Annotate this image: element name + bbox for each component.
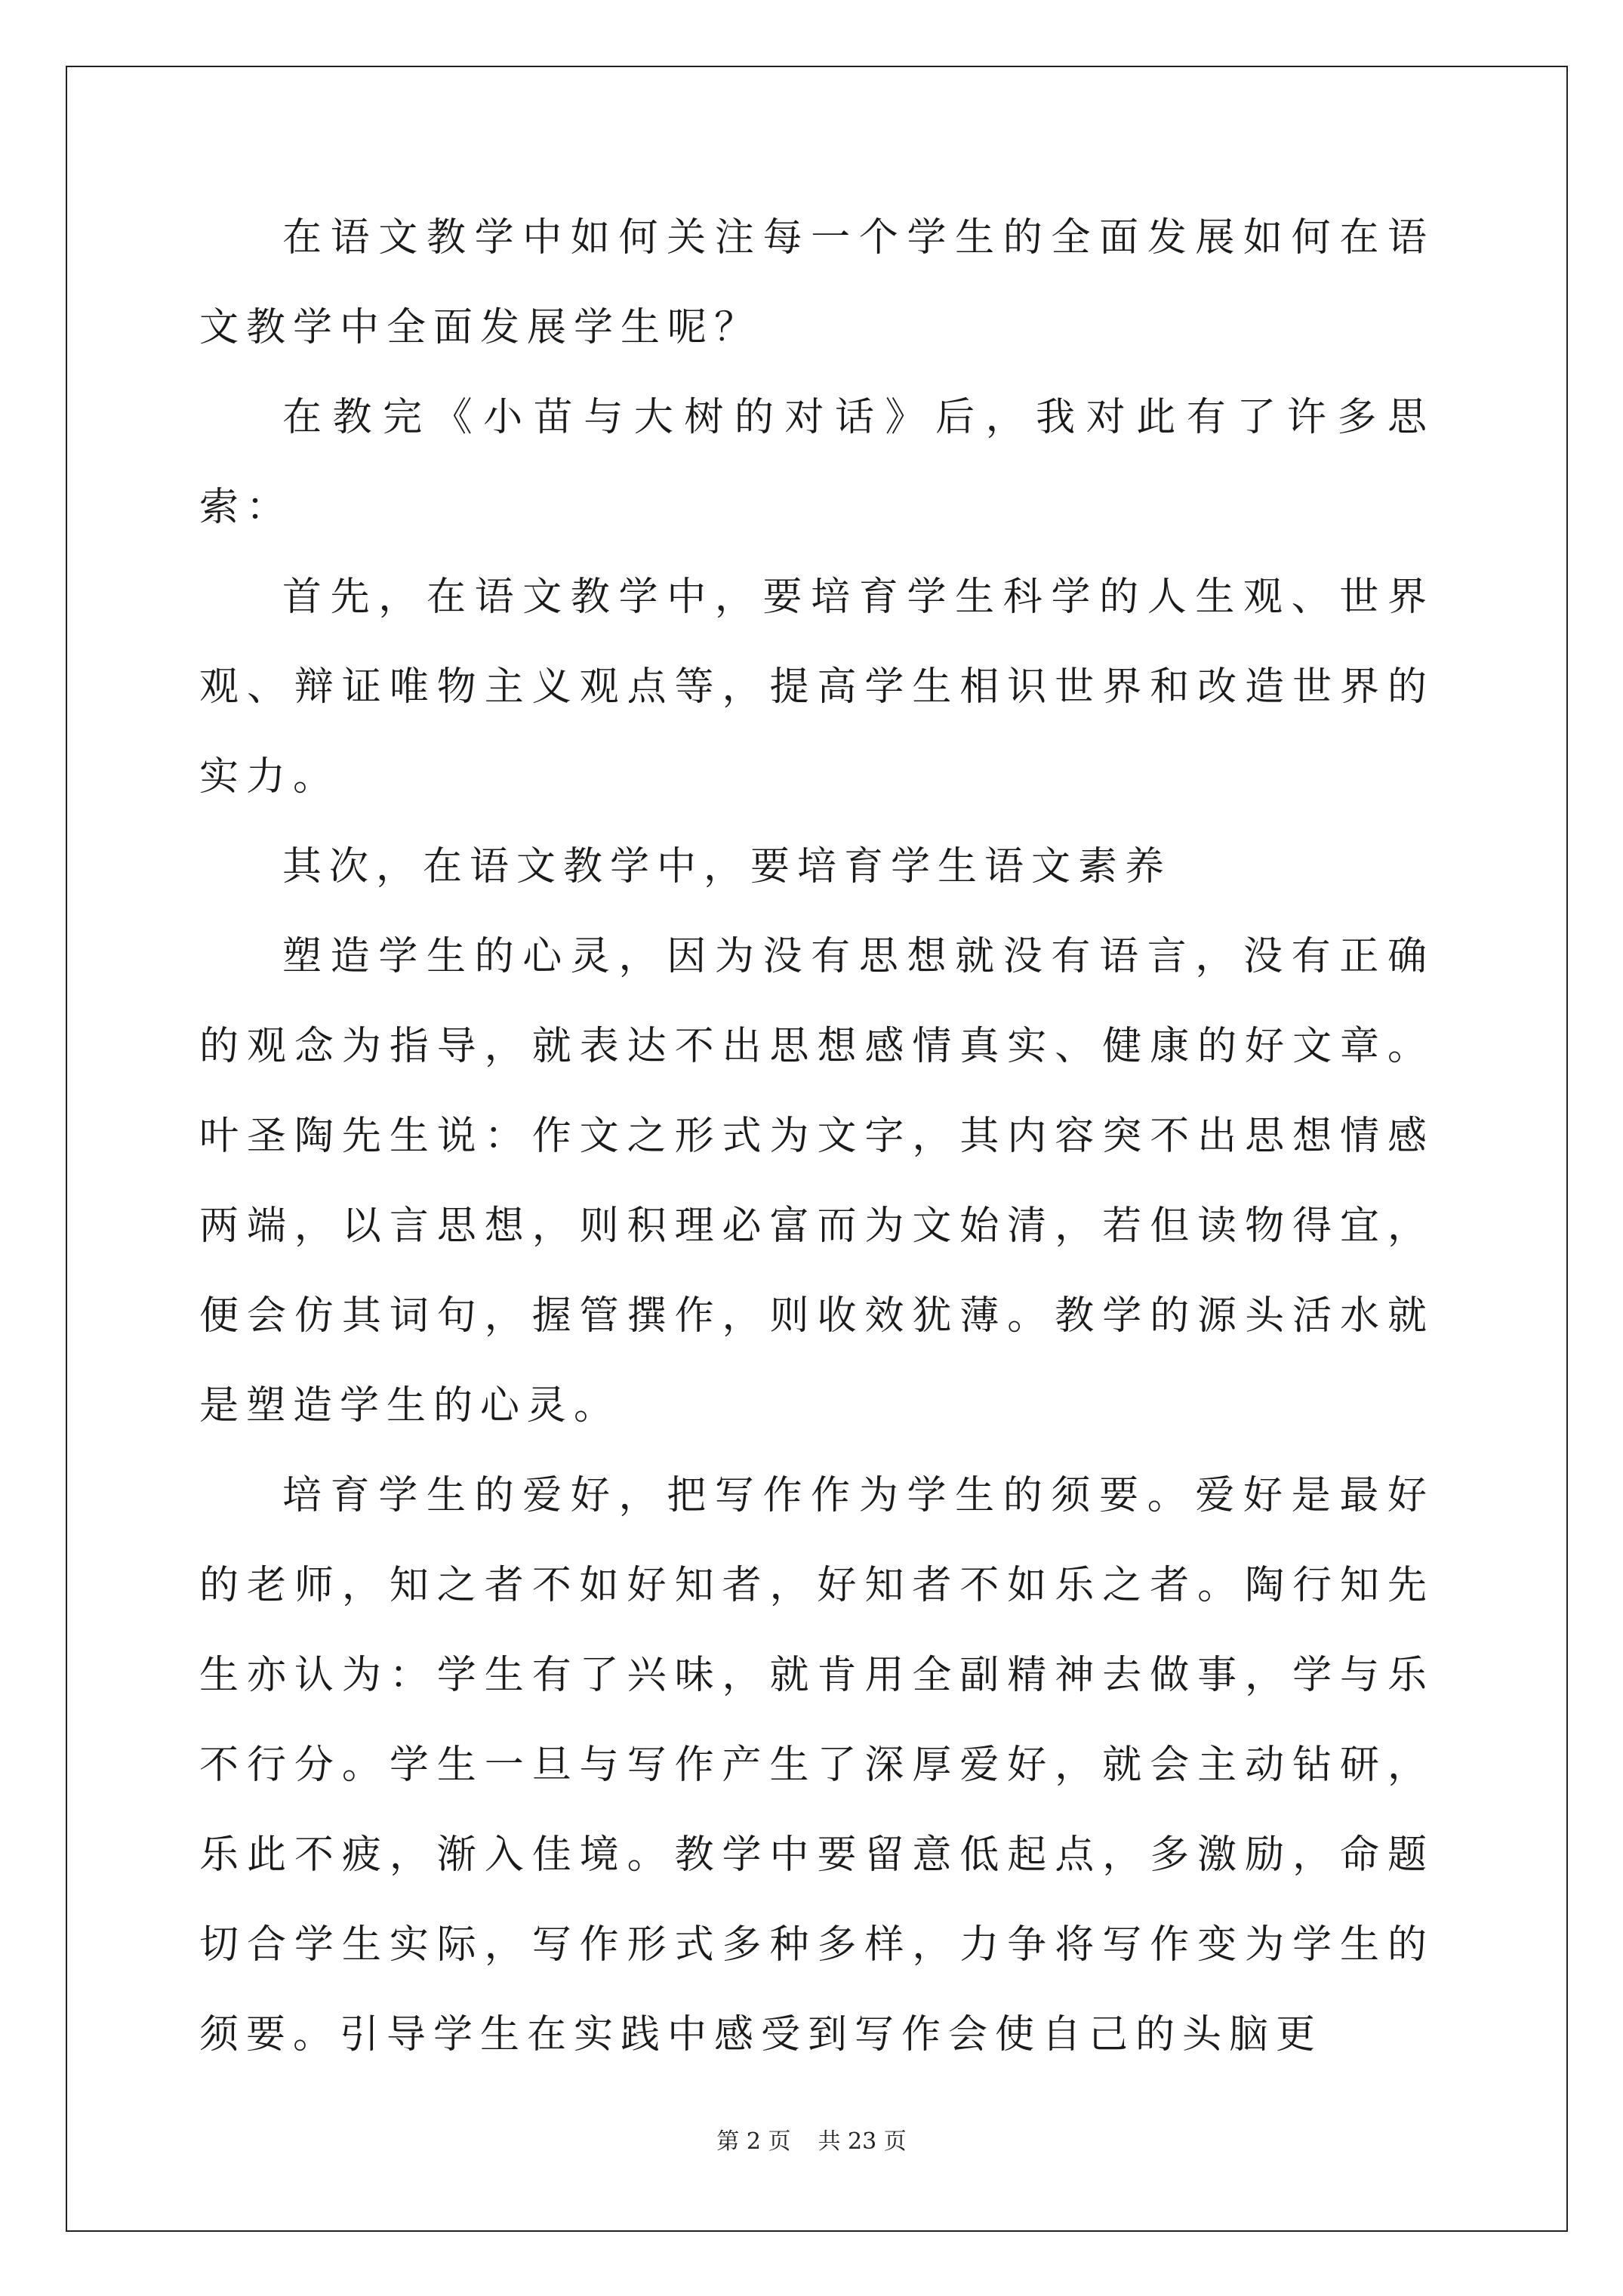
paragraph: 其次，在语文教学中，要培育学生语文素养 [282, 844, 1172, 889]
paragraph: 在语文教学中如何关注每一个学生的全面发展如何在语文教学中全面发展学生呢？ [199, 215, 1434, 350]
paragraph: 在教完《小苗与大树的对话》后，我对此有了许多思索： [199, 395, 1434, 530]
paragraph: 培育学生的爱好，把写作作为学生的须要。爱好是最好的老师，知之者不如好知者，好知者不如乐之者。陶行知先生亦认为：学生有了兴味，就肯用全副精神去做事，学与乐不行分。学生一旦与写作产生了深厚爱好，就会主动钻研，乐此不疲，渐入佳境。教学中要留意低起点，多激励，命题切合学生实际，写作形式多种多样，力争将写作变为学生的须要。引导学生在实践中感受到写作会使自己的头脑更 [199, 1473, 1434, 2057]
paragraph: 首先，在语文教学中，要培育学生科学的人生观、世界观、辩证唯物主义观点等，提高学生相识世界和改造世界的实力。 [199, 575, 1434, 800]
page-number: 第 2 页 [716, 2128, 791, 2155]
paragraph: 塑造学生的心灵，因为没有思想就没有语言，没有正确的观念为指导，就表达不出思想感情真实、健康的好文章。叶圣陶先生说：作文之形式为文字，其内容突不出思想情感两端，以言思想，则积理必富而为文始清，若但读物得宜，便会仿其词句，握管撰作，则收效犹薄。教学的源头活水就是塑造学生的心灵。 [199, 934, 1434, 1428]
page-total: 共 23 页 [818, 2128, 907, 2155]
page-footer [0, 2122, 1623, 2156]
document-body [199, 193, 1434, 2080]
